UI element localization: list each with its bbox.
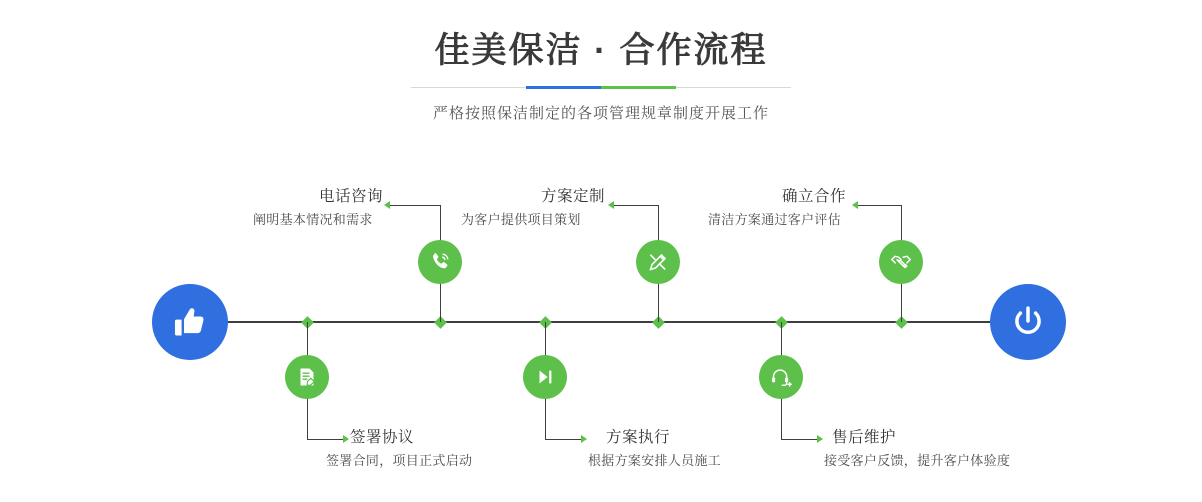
step-4-icon-badge xyxy=(523,355,567,399)
step-1-icon-badge xyxy=(418,240,462,284)
step-5-desc: 清洁方案通过客户评估 xyxy=(708,212,842,227)
step-6-desc: 接受客户反馈，提升客户体验度 xyxy=(824,453,1011,468)
phone-call-icon xyxy=(428,250,452,274)
step-5-label xyxy=(708,187,846,230)
document-edit-icon xyxy=(295,365,319,389)
connector-step-1-lead xyxy=(390,205,440,206)
step-2-desc: 签署合同，项目正式启动 xyxy=(326,453,473,468)
page-title: 佳美保洁 · 合作流程 xyxy=(434,31,768,70)
step-6-title: 售后维护 xyxy=(832,429,897,446)
connector-step-3-lead xyxy=(614,205,658,206)
step-5-title: 确立合作 xyxy=(782,188,847,205)
play-forward-icon xyxy=(533,365,557,389)
step-3-label xyxy=(461,187,605,230)
page-header xyxy=(0,28,1202,123)
step-1-desc: 阐明基本情况和需求 xyxy=(253,212,373,227)
page-subtitle: 严格按照保洁制定的各项管理规章制度开展工作 xyxy=(432,105,769,122)
step-6-label xyxy=(824,428,1010,471)
pencil-ruler-icon xyxy=(646,250,670,274)
power-icon xyxy=(1009,303,1047,341)
handshake-icon xyxy=(889,250,913,274)
step-2-label xyxy=(326,428,472,471)
step-5-icon-badge xyxy=(879,240,923,284)
step-3-title: 方案定制 xyxy=(541,188,606,205)
divider-accent-blue xyxy=(526,86,601,89)
thumbs-up-icon xyxy=(171,303,209,341)
connector-arrow-step-3 xyxy=(608,201,614,209)
step-4-label xyxy=(588,428,721,471)
headset-support-icon xyxy=(769,365,793,389)
connector-step-6-lead xyxy=(781,439,817,440)
title-divider xyxy=(411,86,791,89)
connector-arrow-step-4 xyxy=(581,435,587,443)
divider-accent-green xyxy=(601,86,676,89)
timeline-start-badge xyxy=(152,284,228,360)
step-6-icon-badge xyxy=(759,355,803,399)
step-3-desc: 为客户提供项目策划 xyxy=(461,212,581,227)
connector-arrow-step-5 xyxy=(852,201,858,209)
divider-accent xyxy=(526,86,676,89)
step-2-icon-badge xyxy=(285,355,329,399)
step-3-icon-badge xyxy=(636,240,680,284)
connector-step-5-lead xyxy=(858,205,901,206)
connector-arrow-step-1 xyxy=(384,201,390,209)
step-1-title: 电话咨询 xyxy=(319,188,384,205)
connector-arrow-step-6 xyxy=(817,435,823,443)
timeline-end-badge xyxy=(990,284,1066,360)
step-4-desc: 根据方案安排人员施工 xyxy=(588,453,722,468)
step-4-title: 方案执行 xyxy=(606,429,671,446)
connector-step-4-lead xyxy=(545,439,581,440)
step-1-label xyxy=(253,187,383,230)
step-2-title: 签署协议 xyxy=(350,429,415,446)
